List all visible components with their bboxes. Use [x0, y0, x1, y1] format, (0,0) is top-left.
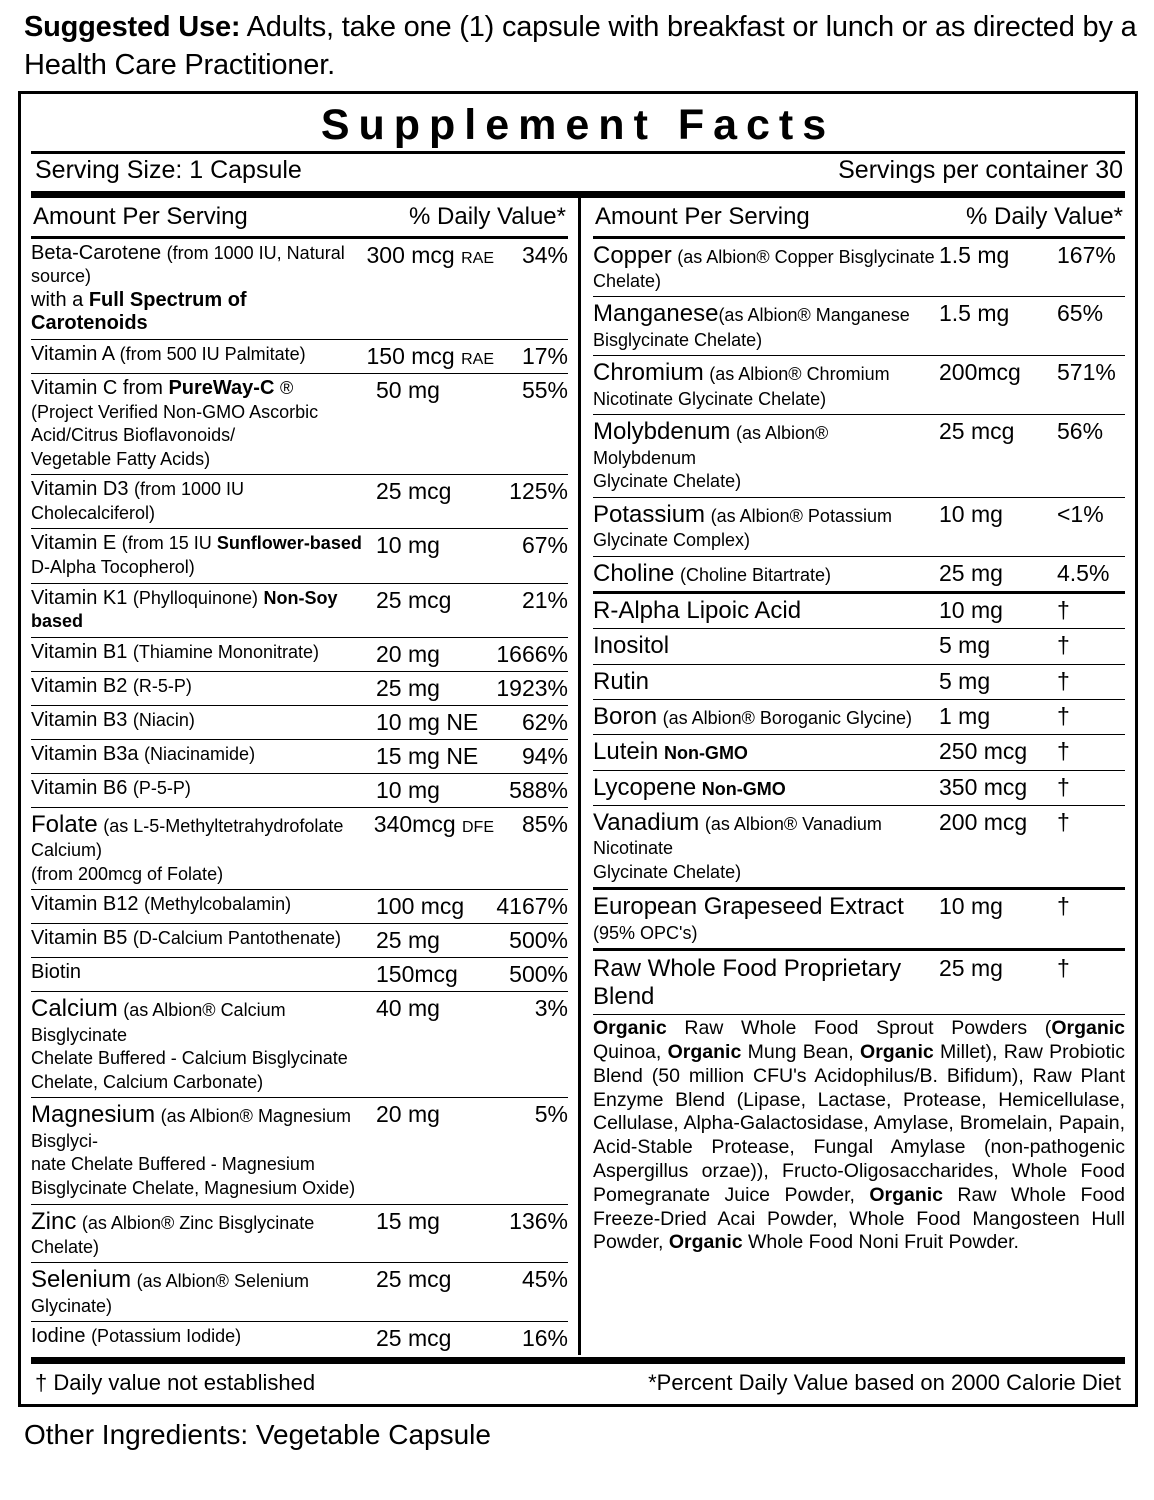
nutrient-amount: 15 mg NE — [376, 742, 479, 769]
panel-footnotes — [31, 1364, 1125, 1398]
nutrient-name: Lutein Non-GMO — [593, 738, 748, 766]
nutrient-name: Vitamin B3a (Niacinamide) — [31, 742, 256, 765]
nutrient-daily-value: 21% — [521, 586, 568, 613]
nutrient-row — [593, 770, 1125, 805]
nutrient-amount: 25 mcg — [376, 1266, 452, 1293]
nutrient-daily-value: † — [1057, 632, 1070, 659]
nutrient-row — [31, 991, 568, 1097]
nutrient-daily-value: 1666% — [496, 640, 568, 667]
nutrient-daily-value: 55% — [521, 376, 568, 403]
nutrient-amount: 1.5 mg — [939, 300, 1010, 327]
nutrient-row — [593, 699, 1125, 734]
nutrient-name: Potassium (as Albion® Potassium Glycinate Complex) — [593, 500, 892, 551]
nutrient-amount: 200mcg — [939, 359, 1021, 386]
nutrient-name: Vitamin C from PureWay-C ® (Project Verified Non-GMO Ascorbic Acid/Citrus Bioflavonoids/ Vegetable Fatty Acids) — [31, 376, 319, 469]
amount-per-serving-label: Amount Per Serving — [595, 202, 810, 230]
nutrient-row — [31, 474, 568, 528]
nutrient-name: Vitamin D3 (from 1000 IU Cholecalciferol) — [31, 478, 245, 523]
proprietary-blend-header — [593, 951, 1125, 1014]
nutrient-row — [31, 236, 568, 339]
nutrient-daily-value: 16% — [521, 1325, 568, 1352]
nutrient-amount: 10 mg NE — [376, 708, 479, 735]
nutrient-name: Calcium (as Albion® Calcium Bisglycinate Chelate Buffered - Calcium Bisglycinate Chelate, Calcium Carbonate) — [31, 995, 348, 1092]
nutrient-daily-value: 136% — [509, 1207, 568, 1234]
nutrient-name: Rutin — [593, 667, 650, 695]
divider-thick — [31, 191, 1125, 198]
suggested-use-label: Suggested Use: — [24, 11, 241, 43]
nutrient-name: Vitamin B6 (P-5-P) — [31, 776, 191, 799]
footnote-percent-dv: *Percent Daily Value based on 2000 Calorie Diet — [648, 1370, 1121, 1396]
nutrient-amount: 25 mcg — [376, 1325, 452, 1352]
nutrient-name: Choline (Choline Bitartrate) — [593, 559, 832, 587]
nutrient-rows-right — [593, 236, 1125, 949]
nutrient-column-right — [578, 198, 1125, 1356]
nutrient-name: Magnesium (as Albion® Magnesium Bisglyci- nate Chelate Buffered - Magnesium Bisglycinate Chelate, Magnesium Oxide) — [31, 1101, 356, 1198]
nutrient-name: Chromium (as Albion® Chromium Nicotinate Glycinate Chelate) — [593, 359, 890, 409]
nutrient-daily-value: † — [1057, 702, 1070, 729]
column-header-right — [593, 198, 1125, 236]
nutrient-row — [31, 739, 568, 773]
serving-info — [31, 154, 1125, 189]
nutrient-daily-value: 4.5% — [1057, 559, 1110, 586]
nutrient-row — [31, 1262, 568, 1321]
nutrient-name: Vitamin B5 (D-Calcium Pantothenate) — [31, 927, 341, 950]
nutrient-name: Beta-Carotene (from 1000 IU, Natural source) with a Full Spectrum of Carotenoids — [31, 241, 345, 335]
nutrient-daily-value: † — [1057, 808, 1070, 835]
nutrient-row — [593, 628, 1125, 663]
nutrient-amount: 25 mg — [376, 927, 440, 954]
nutrient-name: Vitamin E (from 15 IU Sunflower-based D-Alpha Tocopherol) — [31, 532, 362, 578]
nutrient-daily-value: 167% — [1057, 241, 1116, 268]
nutrient-name: Biotin — [31, 961, 82, 984]
nutrient-row — [31, 1321, 568, 1355]
nutrient-daily-value: 62% — [521, 708, 568, 735]
nutrient-amount: 150mcg — [376, 961, 458, 988]
nutrient-daily-value: 56% — [1057, 418, 1104, 445]
nutrient-name: Inositol — [593, 632, 670, 660]
serving-size: Serving Size: 1 Capsule — [35, 155, 302, 184]
nutrient-amount: 5 mg — [939, 632, 991, 659]
nutrient-amount: 25 mcg — [376, 478, 452, 505]
nutrient-name: Copper (as Albion® Copper Bisglycinate Chelate) — [593, 241, 935, 291]
nutrient-row — [31, 807, 568, 890]
nutrient-row — [31, 583, 568, 637]
nutrient-row — [593, 734, 1125, 769]
nutrient-amount: 50 mg — [376, 376, 440, 403]
nutrient-row — [593, 414, 1125, 497]
suggested-use-body: Adults, take one (1) capsule with breakfast or lunch or as directed by a Health Care Practitioner. — [24, 11, 1137, 82]
nutrient-daily-value: † — [1057, 667, 1070, 694]
nutrient-name: Vitamin B12 (Methylcobalamin) — [31, 893, 292, 916]
nutrient-name: Molybdenum (as Albion® Molybdenum Glycinate Chelate) — [593, 418, 829, 492]
nutrient-rows-left — [31, 236, 568, 1356]
blend-name: Raw Whole Food Proprietary Blend — [593, 955, 902, 1011]
nutrient-amount: 5 mg — [939, 667, 991, 694]
nutrient-name: Vitamin A (from 500 IU Palmitate) — [31, 342, 306, 365]
nutrient-daily-value: 4167% — [496, 893, 568, 920]
nutrient-name: Vitamin K1 (Phylloquinone) Non-Soy based — [31, 586, 338, 632]
daily-value-label: % Daily Value* — [409, 202, 566, 230]
nutrient-daily-value: 65% — [1057, 300, 1104, 327]
nutrient-daily-value: † — [1057, 738, 1070, 765]
nutrient-amount: 25 mg — [376, 674, 440, 701]
nutrient-daily-value: 500% — [509, 961, 568, 988]
nutrient-row — [31, 373, 568, 474]
servings-per-container: Servings per container 30 — [838, 155, 1123, 184]
nutrient-amount: 25 mcg — [939, 418, 1015, 445]
nutrient-row — [31, 339, 568, 373]
nutrient-row — [593, 236, 1125, 297]
nutrient-daily-value: 85% — [521, 810, 568, 837]
nutrient-daily-value: <1% — [1057, 500, 1104, 527]
nutrient-amount: 200 mcg — [939, 808, 1028, 835]
nutrient-row — [31, 705, 568, 739]
nutrient-amount: 10 mg — [939, 596, 1003, 623]
nutrient-row — [31, 528, 568, 582]
daily-value-label: % Daily Value* — [966, 202, 1123, 230]
nutrient-row — [31, 1204, 568, 1263]
footnote-dagger: † Daily value not established — [35, 1370, 316, 1396]
nutrient-name: Vitamin B3 (Niacin) — [31, 708, 195, 731]
nutrient-row — [593, 887, 1125, 948]
nutrient-daily-value: 571% — [1057, 359, 1116, 386]
nutrient-daily-value: 34% — [521, 241, 568, 268]
nutrient-columns — [31, 198, 1125, 1356]
nutrient-name: Iodine (Potassium Iodide) — [31, 1325, 242, 1348]
nutrient-amount: 1.5 mg — [939, 241, 1010, 268]
nutrient-amount: 40 mg — [376, 995, 440, 1022]
nutrient-amount: 10 mg — [939, 893, 1003, 920]
blend-amount: 25 mg — [939, 955, 1003, 982]
column-header-left — [31, 198, 568, 236]
nutrient-name: Vanadium (as Albion® Vanadium Nicotinate Glycinate Chelate) — [593, 808, 882, 882]
nutrient-daily-value: 67% — [521, 532, 568, 559]
nutrient-row — [31, 923, 568, 957]
nutrient-amount: 10 mg — [376, 776, 440, 803]
nutrient-name: European Grapeseed Extract (95% OPC's) — [593, 893, 904, 943]
nutrient-amount: 100 mcg — [376, 893, 465, 920]
nutrient-amount: 340mcg DFE — [373, 810, 494, 837]
nutrient-name: Folate (as L-5-Methyltetrahydrofolate Calcium) (from 200mcg of Folate) — [31, 810, 344, 884]
nutrient-daily-value: 500% — [509, 927, 568, 954]
blend-ingredients-text: Organic Raw Whole Food Sprout Powders (Organic Quinoa, Organic Mung Bean, Organic Millet), Raw Probiotic Blend (50 million CFU's Acidophilus/B. Bifidum), Raw Plant Enzyme Blend (Lipase, Lactase, Protease, Hemicellulase, Cellulase, Alpha-Galactosidase, Amylase, Bromelain, Papain, Acid-Stable Protease, Fungal Amylase (non-pathogenic Aspergillus orzae)), Fructo-Oligosaccharides, Whole Food Pomegranate Juice Powder, Organic Raw Whole Food Freeze-Dried Acai Powder, Whole Food Mangosteen Hull Powder, Organic Whole Food Noni Fruit Powder. — [593, 1017, 1126, 1254]
nutrient-daily-value: 1923% — [496, 674, 568, 701]
nutrient-name: Manganese(as Albion® Manganese Bisglycinate Chelate) — [593, 300, 910, 350]
nutrient-name: Boron (as Albion® Boroganic Glycine) — [593, 702, 912, 730]
nutrient-row — [31, 957, 568, 991]
nutrient-row — [31, 671, 568, 705]
nutrient-name: R-Alpha Lipoic Acid — [593, 596, 802, 624]
nutrient-daily-value: 3% — [534, 995, 568, 1022]
blend-daily-value: † — [1057, 955, 1070, 982]
nutrient-amount: 250 mcg — [939, 738, 1028, 765]
nutrient-row — [593, 805, 1125, 888]
nutrient-daily-value: 94% — [521, 742, 568, 769]
nutrient-column-left — [31, 198, 578, 1356]
nutrient-row — [31, 773, 568, 807]
nutrient-daily-value: 125% — [509, 478, 568, 505]
nutrient-amount: 300 mcg RAE — [366, 241, 494, 268]
nutrient-row — [593, 591, 1125, 628]
nutrient-daily-value: † — [1057, 596, 1070, 623]
other-ingredients-text: Other Ingredients: Vegetable Capsule — [24, 1419, 491, 1451]
nutrient-row — [31, 889, 568, 923]
nutrient-name: Vitamin B1 (Thiamine Mononitrate) — [31, 640, 319, 663]
nutrient-daily-value: 5% — [534, 1101, 568, 1128]
nutrient-name: Vitamin B2 (R-5-P) — [31, 674, 192, 697]
nutrient-name: Lycopene Non-GMO — [593, 773, 786, 801]
nutrient-daily-value: † — [1057, 773, 1070, 800]
nutrient-name: Zinc (as Albion® Zinc Bisglycinate Chelate) — [31, 1207, 315, 1257]
nutrient-name: Selenium (as Albion® Selenium Glycinate) — [31, 1266, 309, 1316]
nutrient-amount: 15 mg — [376, 1207, 440, 1234]
amount-per-serving-label: Amount Per Serving — [33, 202, 248, 230]
suggested-use-text — [10, 6, 1144, 91]
nutrient-row — [31, 637, 568, 671]
supplement-facts-panel — [18, 91, 1138, 1408]
nutrient-amount: 350 mcg — [939, 773, 1028, 800]
nutrient-row — [593, 556, 1125, 591]
panel-title: Supplement Facts — [320, 100, 836, 149]
nutrient-daily-value: 17% — [521, 342, 568, 369]
nutrient-amount: 10 mg — [376, 532, 440, 559]
nutrient-row — [593, 497, 1125, 556]
nutrient-amount: 20 mg — [376, 1101, 440, 1128]
divider-thick — [31, 1357, 1125, 1364]
nutrient-daily-value: 588% — [509, 776, 568, 803]
nutrient-daily-value: 45% — [521, 1266, 568, 1293]
nutrient-row — [593, 296, 1125, 355]
nutrient-amount: 1 mg — [939, 702, 991, 729]
nutrient-amount: 25 mcg — [376, 586, 452, 613]
nutrient-amount: 25 mg — [939, 559, 1003, 586]
nutrient-amount: 20 mg — [376, 640, 440, 667]
nutrient-amount: 150 mcg RAE — [366, 342, 494, 369]
nutrient-row — [593, 355, 1125, 414]
nutrient-amount: 10 mg — [939, 500, 1003, 527]
nutrient-row — [31, 1097, 568, 1203]
nutrient-row — [593, 664, 1125, 699]
nutrient-daily-value: † — [1057, 893, 1070, 920]
